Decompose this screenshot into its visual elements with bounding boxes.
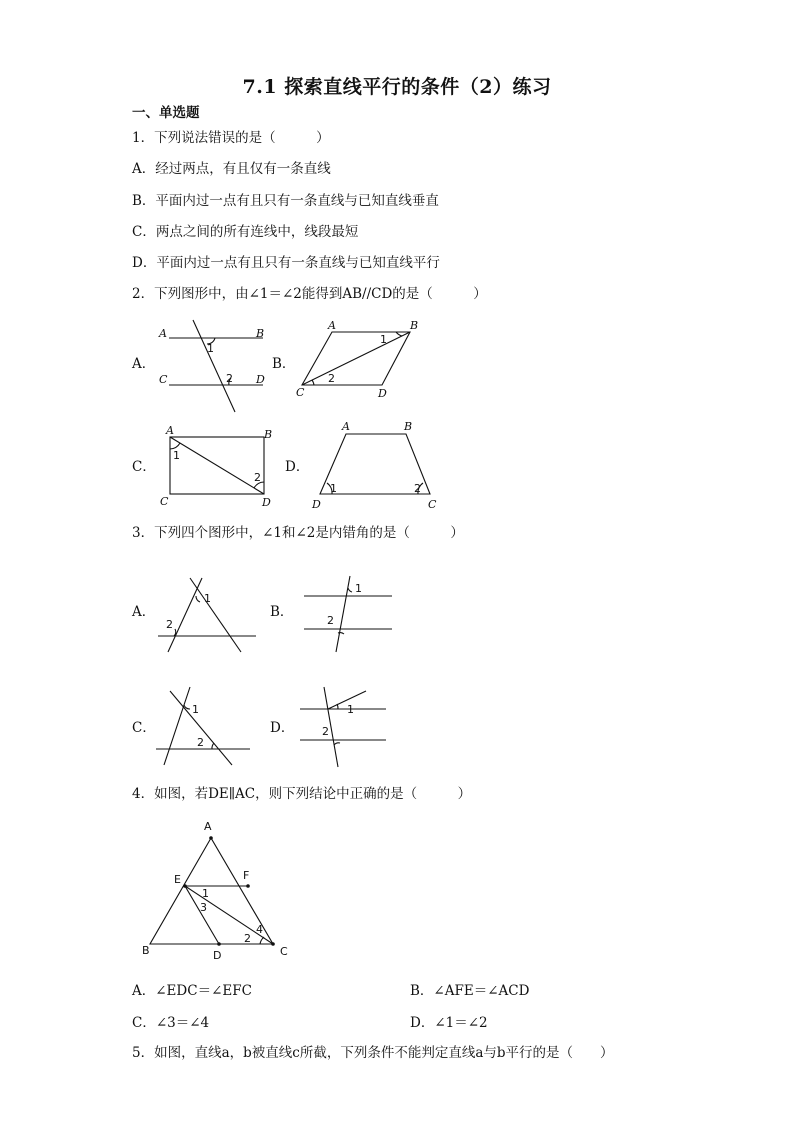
- q2-label-a: A．: [132, 356, 156, 372]
- svg-text:2: 2: [226, 372, 233, 385]
- svg-text:3: 3: [200, 901, 207, 914]
- q3-label-d: D．: [270, 720, 295, 736]
- q3-label-c: C．: [132, 720, 156, 736]
- svg-text:1: 1: [330, 482, 337, 495]
- q4-stem: 4．如图，若DE∥AC，则下列结论中正确的是（ ）: [132, 786, 472, 802]
- q3-figure-a: [156, 574, 261, 654]
- svg-text:A: A: [328, 319, 336, 332]
- svg-text:B: B: [410, 319, 419, 332]
- svg-text:D: D: [256, 373, 265, 386]
- svg-text:D: D: [262, 496, 271, 509]
- q1-option-c: C．两点之间的所有连线中，线段最短: [132, 224, 359, 240]
- q3-stem: 3．下列四个图形中，∠1和∠2是内错角的是（ ）: [132, 525, 464, 541]
- q4-figure: [140, 816, 310, 966]
- svg-text:2: 2: [244, 932, 251, 945]
- q4-option-c: C．∠3＝∠4: [132, 1015, 210, 1031]
- svg-text:C: C: [160, 495, 169, 508]
- svg-text:2: 2: [197, 736, 204, 749]
- svg-text:2: 2: [414, 482, 421, 495]
- svg-text:B: B: [142, 944, 150, 957]
- svg-text:2: 2: [166, 618, 173, 631]
- q2-figure-b: [292, 320, 427, 405]
- svg-text:B: B: [404, 420, 413, 433]
- q3-figure-c: [154, 687, 254, 767]
- q2-figure-a: [155, 320, 270, 415]
- q1-option-b: B．平面内过一点有且只有一条直线与已知直线垂直: [132, 193, 439, 209]
- svg-text:C: C: [428, 498, 437, 511]
- svg-text:1: 1: [192, 703, 199, 716]
- q2-label-d: D．: [285, 459, 310, 475]
- svg-text:A: A: [166, 424, 174, 437]
- section-heading: 一、单选题: [132, 105, 200, 121]
- svg-text:2: 2: [327, 614, 334, 627]
- svg-text:2: 2: [328, 372, 335, 385]
- q1-option-d: D．平面内过一点有且只有一条直线与已知直线平行: [132, 255, 440, 271]
- svg-text:1: 1: [202, 887, 209, 900]
- svg-text:C: C: [296, 386, 305, 399]
- svg-text:4: 4: [256, 923, 263, 936]
- svg-text:2: 2: [322, 725, 329, 738]
- svg-text:D: D: [312, 498, 321, 511]
- svg-text:A: A: [204, 820, 212, 833]
- svg-text:2: 2: [254, 471, 261, 484]
- q1-option-a: A．经过两点，有且仅有一条直线: [132, 161, 331, 177]
- svg-text:E: E: [174, 873, 181, 886]
- q4-option-a: A．∠EDC＝∠EFC: [132, 983, 252, 999]
- q5-stem: 5．如图，直线a，b被直线c所截，下列条件不能判定直线a与b平行的是（ ）: [132, 1045, 614, 1061]
- q3-figure-d: [298, 685, 393, 770]
- q3-label-a: A．: [132, 604, 156, 620]
- svg-text:D: D: [378, 387, 387, 400]
- q2-figure-c: [158, 425, 283, 510]
- page-title: 7.1 探索直线平行的条件（2）练习: [242, 76, 552, 98]
- q3-label-b: B．: [270, 604, 294, 620]
- svg-text:1: 1: [204, 592, 211, 605]
- svg-text:1: 1: [173, 449, 180, 462]
- svg-text:A: A: [342, 420, 350, 433]
- svg-text:C: C: [280, 945, 288, 958]
- q2-stem: 2．下列图形中，由∠1＝∠2能得到AB//CD的是（ ）: [132, 286, 487, 302]
- q4-option-b: B．∠AFE＝∠ACD: [410, 983, 530, 999]
- svg-text:C: C: [159, 373, 168, 386]
- svg-text:A: A: [159, 327, 167, 340]
- svg-text:1: 1: [380, 333, 387, 346]
- svg-text:1: 1: [207, 342, 214, 355]
- q2-figure-d: [308, 422, 448, 512]
- q2-label-c: C．: [132, 459, 156, 475]
- svg-text:F: F: [243, 869, 250, 882]
- q4-option-d: D．∠1＝∠2: [410, 1015, 488, 1031]
- svg-text:1: 1: [355, 582, 362, 595]
- svg-text:B: B: [264, 428, 273, 441]
- svg-text:1: 1: [347, 703, 354, 716]
- q1-stem: 1．下列说法错误的是（ ）: [132, 130, 330, 146]
- svg-text:B: B: [256, 327, 265, 340]
- q3-figure-b: [302, 574, 397, 654]
- q2-label-b: B．: [272, 356, 296, 372]
- svg-text:D: D: [213, 949, 222, 962]
